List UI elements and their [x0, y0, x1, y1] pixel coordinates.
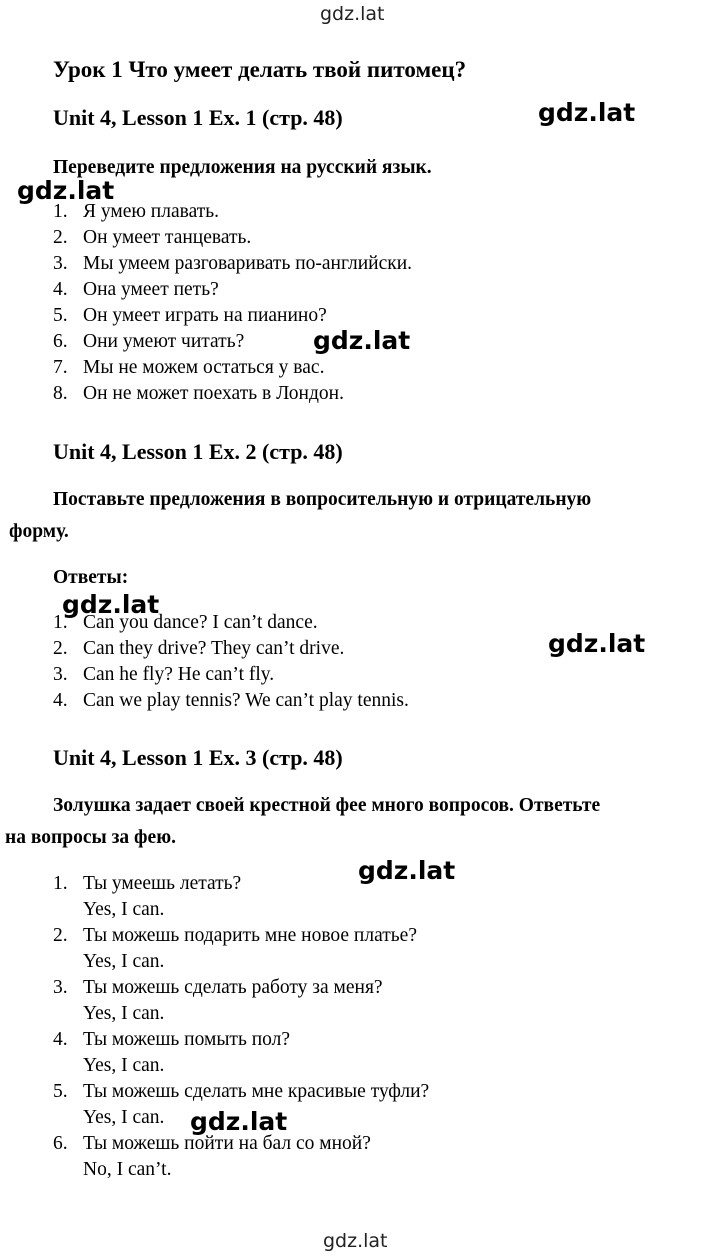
ex1-task: Переведите предложения на русский язык. [53, 157, 432, 178]
watermark-stamp: gdz.lat [548, 629, 646, 658]
ex2-list: 1. Can you dance? I can’t dance. 2. Can they drive? They can’t drive. 3. Can he fly? He can’t fly. 4. Can we play tennis? We can’t play tennis. [53, 612, 409, 711]
watermark-stamp: gdz.lat [190, 1107, 288, 1136]
ex3-task-line1: Золушка задает своей крестной фее много вопросов. Ответьте [53, 795, 601, 816]
ex1-heading: Unit 4, Lesson 1 Ex. 1 (стр. 48) [53, 105, 343, 130]
answers-label: Ответы: [53, 567, 129, 588]
watermark-bottom: gdz.lat [323, 1230, 388, 1252]
ex2-task-line2: форму. [9, 521, 69, 542]
watermark-stamp: gdz.lat [538, 98, 636, 127]
watermark-stamp: gdz.lat [17, 176, 115, 205]
ex3-list: 1. Ты умеешь летать? Yes, I can. 2. Ты можешь подарить мне новое платье? Yes, I can. 3. Ты можешь сделать работу за меня? Yes, I can. 4. Ты можешь помыть пол? Yes, I can. 5. Ты можешь сделать мне красивые туфли? Yes, I can. 6. Ты можешь пойти на бал со мной? No, I can’t. [53, 873, 430, 1180]
lesson-title: Урок 1 Что умеет делать твой питомец? [53, 57, 467, 82]
ex2-heading: Unit 4, Lesson 1 Ex. 2 (стр. 48) [53, 439, 343, 464]
ex2-task-line1: Поставьте предложения в вопросительную и отрицательную [53, 489, 592, 510]
watermark-stamp: gdz.lat [313, 326, 411, 355]
watermark-top: gdz.lat [320, 3, 385, 25]
ex3-task-line2: на вопросы за фею. [5, 827, 176, 848]
ex1-list: 1. Я умею плавать. 2. Он умеет танцевать. 3. Мы умеем разговаривать по-английски. 4. Она умеет петь? 5. Он умеет играть на пианино? 6. Они умеют читать? 7. Мы не можем остаться у вас. 8. Он не может поехать в Лондон. [53, 201, 413, 404]
ex3-heading: Unit 4, Lesson 1 Ex. 3 (стр. 48) [53, 745, 343, 770]
watermark-stamp: gdz.lat [62, 590, 160, 619]
watermark-stamp: gdz.lat [358, 856, 456, 885]
